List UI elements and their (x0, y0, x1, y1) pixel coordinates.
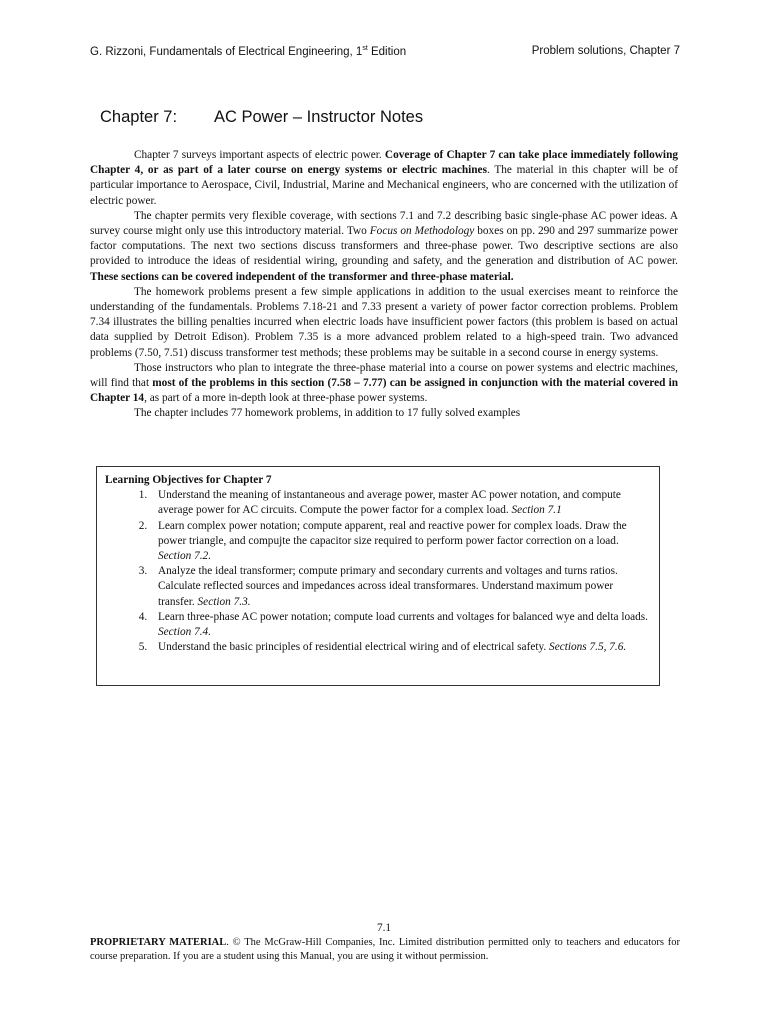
running-header (90, 45, 680, 58)
proprietary-label: PROPRIETARY MATERIAL (90, 937, 227, 948)
paragraph-2: The chapter permits very flexible coverage, with sections 7.1 and 7.2 describing basic single-phase AC power ideas. A survey course might only use this introductory material. Two Focus on Methodology boxes on pp. 290 and 297 summarize power factor computations. The next two sections discuss transformers and three-phase power. Two descriptive sections are also provided to introduce the ideas of residential wiring, grounding and safety, and the generation and distribution of AC power. These sections can be covered independent of the transformer and three-phase material. (90, 209, 678, 283)
chapter-title (100, 108, 680, 127)
objectives-list (105, 488, 649, 655)
objective-item: 2. Learn complex power notation; compute apparent, real and reactive power for complex loads. Draw the power triangle, and compujte the capacitor size required to perform power factor correction on a load. Section 7.2. (150, 519, 649, 565)
objective-item: 1. Understand the meaning of instantaneous and average power, master AC power notation, and compute average power for AC circuits. Compute the power factor for a complex load. Section 7.1 (150, 488, 649, 518)
copyright-footer (90, 936, 680, 964)
objective-item: 3. Analyze the ideal transformer; compute primary and secondary currents and voltages and turns ratios. Calculate reflected sources and impedances across ideal transformares. Understand maximum power transfer. Section 7.3. (150, 564, 649, 610)
copyright-text: . © The McGraw-Hill Companies, Inc. Limited distribution permitted only to teachers and educators for course preparation. If you are a student using this Manual, you are using it without permission. (90, 937, 680, 962)
chapter-heading: AC Power – Instructor Notes (214, 108, 424, 126)
objectives-title: Learning Objectives for Chapter 7 (105, 474, 272, 486)
objective-item: 4. Learn three-phase AC power notation; compute load currents and voltages for balanced wye and delta loads. Section 7.4. (150, 610, 649, 640)
objective-item: 5. Understand the basic principles of residential electrical wiring and of electrical safety. Sections 7.5, 7.6. (150, 640, 649, 655)
paragraph-3: The homework problems present a few simple applications in addition to the usual exercises meant to reinforce the understanding of the fundamentals. Problems 7.18-21 and 7.33 present a variety of power factor correction problems. Problem 7.34 illustrates the billing penalties incurred when electric loads have insufficient power factors (this problem is based on actual data supplied by Detroit Edison). Problem 7.35 is a more advanced problem related to a high-speed train. Two advanced problems (7.50, 7.51) discuss transformer test methods; these problems may be suitable in a second course in energy systems. (90, 285, 678, 359)
page-number: 7.1 (376, 922, 392, 934)
paragraph-4: Those instructors who plan to integrate the three-phase material into a course on power systems and electric machines, will find that most of the problems in this section (7.58 – 7.77) can be assigned in conjunction with the material covered in Chapter 14, as part of a more in-depth look at three-phase power systems. (90, 361, 678, 405)
header-section: Problem solutions, Chapter 7 (531, 45, 680, 57)
header-book-title: G. Rizzoni, Fundamentals of Electrical Engineering, 1st Edition (90, 45, 407, 58)
learning-objectives-box (96, 466, 660, 686)
instructor-notes-body (90, 148, 678, 422)
chapter-number: Chapter 7: (100, 108, 178, 126)
paragraph-5: The chapter includes 77 homework problems, in addition to 17 fully solved examples (134, 407, 521, 420)
paragraph-1: Chapter 7 surveys important aspects of electric power. Coverage of Chapter 7 can take place immediately following Chapter 4, or as part of a later course on energy systems or electric machines. The material in this chapter will be of particular importance to Aerospace, Civil, Industrial, Marine and Mechanical engineers, who are concerned with the utilization of electric power. (90, 149, 678, 207)
